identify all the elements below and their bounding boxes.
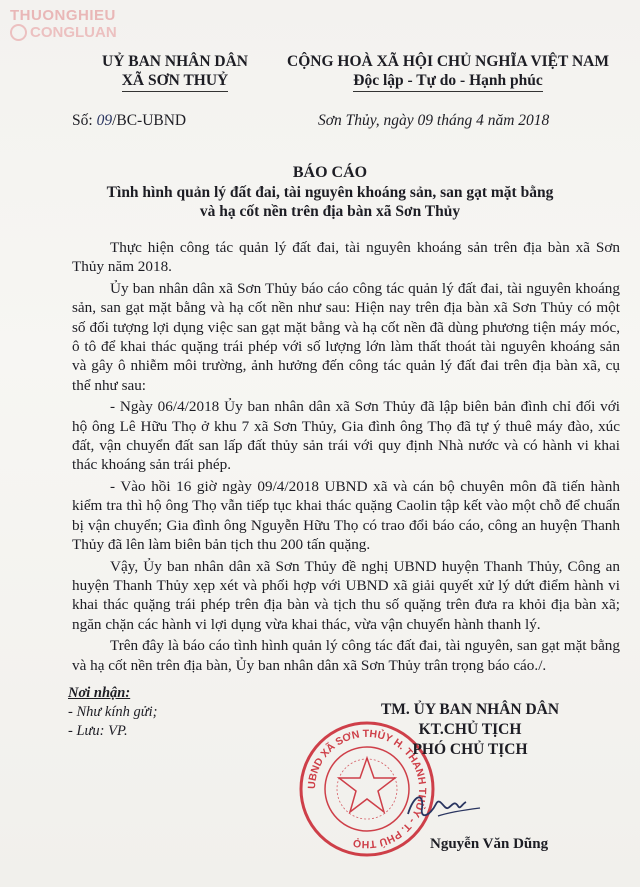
recipients-label: Nơi nhận:	[68, 685, 131, 701]
paragraph-4: - Vào hồi 16 giờ ngày 09/4/2018 UBND xã và cán bộ chuyên môn đã tiến hành kiểm tra thì hộ ông Thọ vẫn tiếp tục khai thác quặng Caolin tập kết vào một chỗ để chuẩn bị vận chuyển; Gia đình ông Nguyễn Hữu Thọ có trao đổi báo cáo, công an huyện Thanh Thủy đã lên làm biên bản tịch thu 200 tấn quặng.	[72, 477, 620, 554]
signer-name: Nguyễn Văn Dũng	[430, 836, 549, 852]
recipient-item: - Như kính gửi;	[68, 704, 158, 720]
signer-org: TM. ỦY BAN NHÂN DÂN	[380, 701, 560, 718]
paragraph-6: Trên đây là báo cáo tình hình quản lý công tác đất đai, tài nguyên, san gạt mặt bằng và hạ cốt nền trên địa bàn, Ủy ban nhân dân xã Sơn Thủy trân trọng báo cáo./.	[72, 637, 620, 674]
paragraph-1: Thực hiện công tác quản lý đất đai, tài nguyên khoáng sản trên địa bàn xã Sơn Thủy năm 2018.	[72, 239, 620, 276]
recipients-block	[68, 684, 158, 741]
seal-ring-text: UBND XÃ SƠN THỦY H. THANH THỦY - T. PHÚ THỌ	[305, 727, 429, 851]
handwritten-signature	[400, 786, 500, 826]
watermark-line2: CONGLUAN	[30, 23, 117, 41]
doc-number-value: 09	[96, 112, 113, 129]
signer-role: KT.CHỦ TỊCH	[418, 721, 522, 738]
place-date: Sơn Thủy, ngày 09 tháng 4 năm 2018	[318, 112, 550, 129]
national-motto: Độc lập - Tự do - Hạnh phúc	[353, 71, 542, 92]
signer-title: PHÓ CHỦ TỊCH	[412, 741, 528, 758]
watermark-circle-icon	[10, 24, 27, 41]
paragraph-3: - Ngày 06/4/2018 Ủy ban nhân dân xã Sơn Thủy đã lập biên bản đình chỉ đối với hộ ông Lê Hữu Thọ ở khu 7 xã Sơn Thủy, Gia đình ông Thọ đã tự ý thuê máy đào, xúc đất, vận chuyển đất san lấp đất thủy sản trái với quy định Nhà nước và có hành vi khai thác khoáng sản trái phép.	[72, 398, 620, 474]
watermark-line2-wrap	[10, 24, 140, 41]
doc-number-suffix: /BC-UBND	[112, 112, 187, 129]
authority-line2: XÃ SƠN THUỶ	[122, 71, 229, 92]
report-subtitle-line1: Tình hình quản lý đất đai, tài nguyên khoáng sản, san gạt mặt bằng	[106, 184, 554, 201]
watermark-logo	[10, 8, 140, 41]
document-number	[72, 112, 186, 130]
issuing-authority	[70, 52, 280, 92]
report-subtitle-line2: và hạ cốt nền trên địa bàn xã Sơn Thủy	[199, 203, 461, 220]
authority-line1: UỶ BAN NHÂN DÂN	[102, 53, 248, 70]
recipient-item: - Lưu: VP.	[68, 723, 128, 739]
signature-block	[340, 700, 600, 760]
report-body	[72, 238, 620, 677]
national-header	[278, 52, 618, 92]
report-title: BÁO CÁO	[292, 164, 368, 181]
national-title: CỘNG HOÀ XÃ HỘI CHỦ NGHĨA VIỆT NAM	[287, 53, 609, 70]
doc-number-prefix: Số:	[72, 112, 93, 129]
watermark-line1: THUONGHIEU	[10, 7, 116, 24]
paragraph-2: Ủy ban nhân dân xã Sơn Thủy báo cáo công tác quản lý đất đai, tài nguyên khoáng sản, san gạt mặt bằng và hạ cốt nền như sau: Hiện nay trên địa bàn xã Sơn Thủy có một số đối tượng lợi dụng việc san gạt mặt bằng và hạ cốt nền đã dùng phương tiện máy móc, ô tô để khai thác quặng trái phép với số lượng lớn làm thất thoát tài nguyên khoáng sản và gây ô nhiễm môi trường, ảnh hưởng đến công tác quản lý đất đai trên địa bàn xã, cụ thể như sau:	[72, 279, 620, 394]
paragraph-5: Vậy, Ủy ban nhân dân xã Sơn Thủy đề nghị UBND huyện Thanh Thủy, Công an huyện Thanh Thủy xẹp xét và phối hợp với UBND xã giải quyết xử lý dứt điểm hành vi khai thác quặng trái phép trên địa bàn và tịch thu số quặng trên đưa ra khỏi địa bàn xã; ngăn chặn các hành vi lợi dụng vừa khai thác, vừa vận chuyển hành thanh lý.	[72, 557, 620, 633]
